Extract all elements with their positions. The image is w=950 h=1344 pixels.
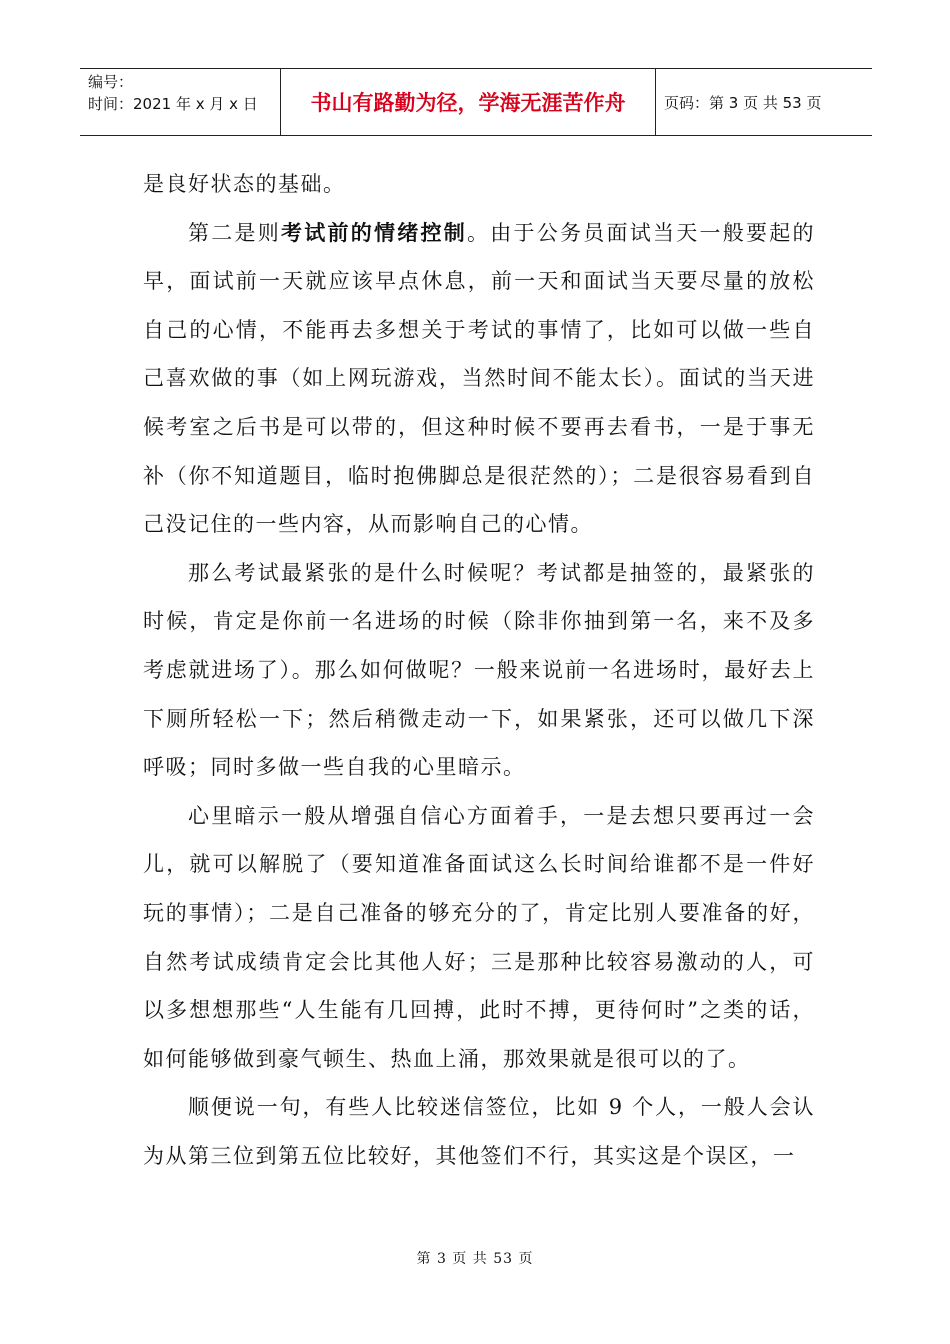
header-meta-cell bbox=[80, 69, 281, 135]
document-body bbox=[143, 160, 815, 1180]
paragraph-text: 。由于公务员面试当天一般要起的早，面试前一天就应该早点休息，前一天和面试当天要尽量的放松自己的心情，不能再去多想关于考试的事情了，比如可以做一些自己喜欢做的事（如上网玩游戏，当然时间不能太长）。面试的当天进候考室之后书是可以带的，但这种时候不要再去看书，一是于事无补（你不知道题目，临时抱佛脚总是很茫然的）；二是很容易看到自己没记住的一些内容，从而影响自己的心情。 bbox=[143, 220, 815, 537]
header-page-info: 页码：第 3 页 共 53 页 bbox=[664, 93, 822, 112]
paragraph-lead: 第二是则 bbox=[188, 220, 281, 245]
paragraph-continued: 是良好状态的基础。 bbox=[143, 172, 346, 196]
header-table bbox=[80, 68, 872, 136]
paragraph: 心里暗示一般从增强自信心方面着手，一是去想只要再过一会儿，就可以解脱了（要知道准备面试这么长时间给谁都不是一件好玩的事情）；二是自己准备的够充分的了，肯定比别人要准备的好，自然考试成绩肯定会比其他人好；三是那种比较容易激动的人，可以多想想那些“人生能有几回搏，此时不搏，更待何时”之类的话，如何能够做到豪气顿生、热血上涌，那效果就是很可以的了。 bbox=[143, 803, 815, 1071]
paragraph: 顺便说一句，有些人比较迷信签位，比如 9 个人，一般人会认为从第三位到第五位比较好，其他签们不行，其实这是个误区，一 bbox=[143, 1095, 815, 1168]
page-footer: 第 3 页 共 53 页 bbox=[416, 1251, 534, 1267]
paragraph bbox=[143, 209, 815, 549]
document-time-label: 时间：2021 年 x 月 x 日 bbox=[88, 95, 258, 113]
paragraph: 那么考试最紧张的是什么时候呢？考试都是抽签的，最紧张的时候，肯定是你前一名进场的时候（除非你抽到第一名，来不及多考虑就进场了）。那么如何做呢？一般来说前一名进场时，最好去上下厕所轻松一下；然后稍微走动一下，如果紧张，还可以做几下深呼吸；同时多做一些自我的心里暗示。 bbox=[143, 560, 815, 780]
paragraph-bold-heading: 考试前的情绪控制 bbox=[281, 219, 467, 245]
header-motto: 书山有路勤为径，学海无涯苦作舟 bbox=[281, 69, 656, 135]
document-number-label: 编号： bbox=[88, 73, 134, 91]
